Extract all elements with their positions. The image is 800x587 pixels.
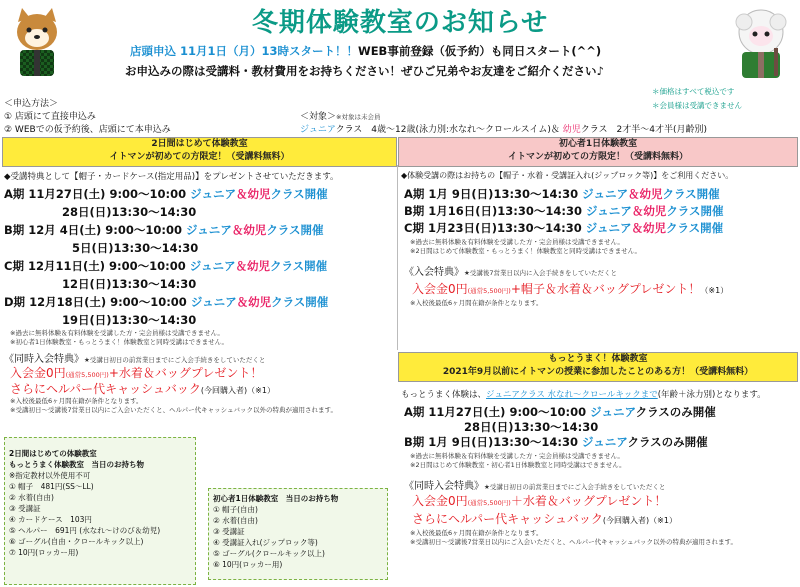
schedule-row-b-day2: 5日(日)13:30〜14:30 (72, 241, 199, 255)
belongings-item: ③ 受講証 (213, 527, 245, 536)
motto-bonus-note-1: ※入校後最低6ヶ月間在籍が条件となります。 (410, 529, 543, 537)
belongings-box-1day-title: 初心者1日体験教室 当日のお持ち物 (213, 494, 339, 503)
belongings-item: ⑦ 10円(ロッカー用) (9, 548, 79, 557)
trial-1day-note-2: ※2日間はじめて体験教室・もっとうまく！体験教室と同時受講はできません。 (410, 247, 641, 255)
motto-note-2: ※2日間はじめて体験教室・初心者1日体験教室と同時受講はできません。 (410, 461, 626, 469)
trial-2day-header: 2日間はじめて体験教室 イトマンが初めての方限定！（受講料無料） (2, 137, 397, 167)
belongings-item: ⑤ ゴーグル(クロールキック以上) (213, 549, 325, 558)
belongings-item: ④ カードケース 103円 (9, 515, 92, 524)
belongings-item: ① 帽子 481円(SS〜LL) (9, 482, 94, 491)
motto-note-1: ※過去に無料体験＆有料体験を受講した方・完会員様は受講できません。 (410, 452, 624, 460)
schedule-row-c-day2: 12日(日)13:30〜14:30 (62, 277, 197, 291)
belongings-box-2day-title-1: 2日間はじめての体験教室 (9, 449, 97, 458)
trial-2day-note-2: ※初心者1日体験教室・もっとうまく！体験教室と同時受講はできません。 (10, 338, 228, 346)
trial-1day-note-1: ※過去に無料体験＆有料体験を受講した方・完会員様は受講できません。 (410, 238, 624, 246)
schedule-row-a-day2: 28日(日)13:30〜14:30 (62, 205, 197, 219)
motto-bonus-line-1: 入会金0円(通常5,500円)＋水着＆バッグプレゼント！ (412, 494, 667, 508)
schedule-row-c: C期 12月11日(土) 9:00〜10:00 ジュニア＆幼児クラス開催 (4, 259, 328, 273)
motto-row-b: B期 1月 9日(日)13:30〜14:30 ジュニアクラスのみ開催 (404, 435, 708, 449)
dog-mascot-illustration (8, 8, 66, 80)
belongings-item: ③ 受講証 (9, 504, 41, 513)
page-title: 冬期体験教室のお知らせ (251, 8, 549, 38)
apply-heading: ＜申込方法＞ (4, 99, 59, 109)
schedule-row-d: D期 12月18日(土) 9:00〜10:00 ジュニア＆幼児クラス開催 (4, 295, 329, 309)
trial-1day-gift: ◆体験受講の際はお持ちの【帽子・水着・受講証入れ(ジップロック等)】をご利用ください。 (401, 171, 734, 180)
trial-2day-gift: ◆受講特典として【帽子・カードケース(指定用品)】をプレゼントさせていただきます。 (4, 172, 339, 182)
trial-1day-row-c: C期 1月23日(日)13:30〜14:30 ジュニア＆幼児クラス開催 (404, 221, 724, 235)
motto-bonus-note-2: ※受講初日〜受講後7営業日以内にご入会いただくと、ヘルパー代キャッシュバック以外の特典が適用されます。 (410, 538, 737, 546)
target-classes: ジュニアクラス 4歳〜12歳(泳力別:水なれ〜クロールスイム)＆ 幼児クラス 2才半〜4才半(月齢別) (300, 125, 708, 135)
trial-1day-bonus-line: 入会金0円(通常5,500円)+帽子＆水着＆バッグプレゼント！（※1） (412, 282, 729, 296)
motto-intro: もっとうまく体験は、ジュニアクラス 水なれ〜クロールキックまで(年齢＋泳力別)となります。 (401, 390, 766, 400)
trial-2day-bonus-heading: 《同時入会特典》★受講日初日の前営業日までにご入会手続きをしていただくと (4, 354, 266, 365)
motto-row-a: A期 11月27日(土) 9:00〜10:00 ジュニアクラスのみ開催 (404, 405, 716, 419)
trial-2day-bonus-note-1: ※入校後最低6ヶ月間在籍が条件となります。 (10, 397, 143, 405)
belongings-box-2day (4, 437, 196, 585)
belongings-box-2day-title-2: もっとうまく体験教室 当日のお持ち物 (9, 460, 144, 469)
motto-bonus-heading: 《同時入会特典》★受講日初日の前営業日までにご入会手続きをしていただくと (404, 481, 666, 492)
belongings-item: ② 水着(自由) (9, 493, 54, 502)
trial-1day-header: 初心者1日体験教室 イトマンが初めての方限定！（受講料無料） (398, 137, 798, 167)
belongings-item: ⑥ 10円(ロッカー用) (213, 560, 283, 569)
trial-2day-note-1: ※過去に無料体験＆有料体験を受講した方・完会員様は受講できません。 (10, 329, 224, 337)
trial-1day-bonus-heading: 《入会特典》★受講後7営業日以内に入会手続きをしていただくと (404, 267, 617, 278)
trial-2day-bonus-line-2: さらにヘルパー代キャッシュバック(今回購入者)（※1） (10, 382, 275, 396)
schedule-row-a: A期 11月27日(土) 9:00〜10:00 ジュニア＆幼児クラス開催 (4, 187, 328, 201)
belongings-item: ⑤ ヘルパー 691円 (水なれ〜けのび＆幼児) (9, 526, 161, 535)
trial-1day-row-a: A期 1月 9日(日)13:30〜14:30 ジュニア＆幼児クラス開催 (404, 187, 720, 201)
belongings-item: ① 帽子(自由) (213, 505, 258, 514)
apply-item-store: ① 店頭にて直接申込み (4, 112, 96, 122)
belongings-item: ④ 受講証入れ(ジップロック等) (213, 538, 318, 547)
member-note: ＊会員様は受講できません (652, 101, 742, 110)
trial-1day-bonus-note: ※入校後最低6ヶ月間在籍が条件となります。 (410, 299, 543, 307)
schedule-row-b: B期 12月 4日(土) 9:00〜10:00 ジュニア＆幼児クラス開催 (4, 223, 324, 237)
trial-2day-bonus-note-2: ※受講初日〜受講後7営業日以内にご入会いただくと、ヘルパー代キャッシュバック以外の特典が適用されます。 (10, 406, 337, 414)
motto-header: もっとうまく！体験教室 2021年9月以前にイトマンの授業に参加したことのある方！（受講料無料） (398, 352, 798, 382)
motto-row-a-day2: 28日(日)13:30〜14:30 (464, 420, 599, 434)
motto-bonus-line-2: さらにヘルパー代キャッシュバック(今回購入者)（※1） (412, 512, 677, 526)
belongings-box-1day (208, 488, 388, 580)
belongings-item: ⑥ ゴーグル(自由・クロールキック以上) (9, 537, 144, 546)
column-divider (397, 165, 398, 350)
announcement-line-1: 店頭申込 11月1日（月）13時スタート！！WEB事前登録（仮予約）も同日スタート(^^) (130, 44, 602, 58)
announcement-line-2: お申込みの際は受講料・教材費用をお持ちください！ぜひご兄弟やお友達をご紹介ください♪ (125, 64, 604, 78)
sheep-mascot-illustration (730, 8, 792, 80)
trial-1day-row-b: B期 1月16日(日)13:30〜14:30 ジュニア＆幼児クラス開催 (404, 204, 724, 218)
belongings-item: ② 水着(自由) (213, 516, 258, 525)
belongings-box-2day-sub: ※指定教材以外使用不可 (9, 471, 91, 480)
target-heading: ＜対象＞※対象は未会員 (300, 112, 381, 122)
apply-item-web: ② WEBでの仮予約後、店頭にて本申込み (4, 125, 171, 135)
schedule-row-d-day2: 19日(日)13:30〜14:30 (62, 313, 197, 327)
tax-note: ＊価格はすべて税込です (652, 87, 735, 96)
trial-2day-bonus-line-1: 入会金0円(通常5,500円)+水着＆バッグプレゼント！ (10, 366, 263, 380)
